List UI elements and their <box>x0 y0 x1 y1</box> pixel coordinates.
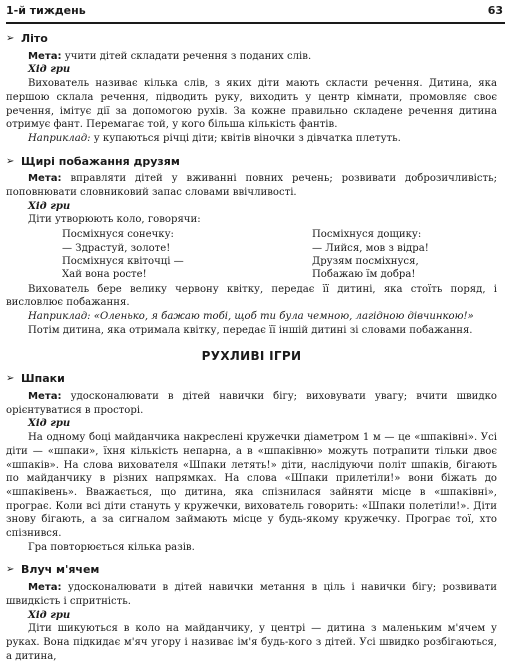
poem-right-column <box>312 228 492 282</box>
header-divider <box>6 22 505 24</box>
goal-paragraph: Мета: учити дітей складати речення з поданих слів. <box>28 50 312 62</box>
process-text: Потім дитина, яка отримала квітку, передає її іншій дитині зі словами побажання. <box>28 324 473 336</box>
arrow-bullet-icon: ➢ <box>6 373 15 385</box>
page-content <box>6 30 497 663</box>
section-title: ➢ Літо <box>6 32 48 45</box>
poem-line: Друзям посміхнуся, <box>312 255 419 267</box>
goal-paragraph: Мета: удосконалювати в дітей навички метання в ціль і навички бігу; розвивати швидкість і спритність. <box>6 582 497 607</box>
page-number: 63 <box>487 4 503 17</box>
section-title: ➢ Щирі побажання друзям <box>6 154 180 168</box>
poem-left-column <box>62 228 312 282</box>
section-title: ➢ Влуч м'ячем <box>6 563 100 577</box>
poem <box>6 228 497 282</box>
section-title: ➢ Шпаки <box>6 372 65 386</box>
arrow-bullet-icon: ➢ <box>6 33 15 44</box>
example-paragraph: Наприклад: «Оленько, я бажаю тобі, щоб ти була чемною, лагідною дівчинкою!» <box>28 311 474 323</box>
chapter-title: 1-й тиждень <box>6 4 86 17</box>
poem-line: Хай вона росте! <box>62 269 147 281</box>
poem-line: Побажаю їм добра! <box>312 269 416 281</box>
example-paragraph: Наприклад: у купаються річці діти; квітів віночки з дівчатка плетуть. <box>28 132 401 144</box>
goal-paragraph: Мета: вправляти дітей у вживанні повних речень; розвивати доброзичливість; поповнювати словниковий запас словами ввічливості. <box>6 173 497 199</box>
arrow-bullet-icon: ➢ <box>6 564 15 576</box>
process-label: Хід гри <box>28 200 71 212</box>
goal-paragraph: Мета: удосконалювати в дітей навички бігу; виховувати увагу; вчити швидко орієнтуватися в просторі. <box>6 390 497 416</box>
process-text: Діти шикуються в коло на майданчику, у центрі — дитина з маленьким м'ячем у руках. Вона підкидає м'яч угору і називає ім'я будь-кого з дітей. Усі швидко розбігаються, а дитина, <box>6 623 497 662</box>
poem-line: — Лийся, мов з відра! <box>312 242 429 254</box>
poem-line: Посміхнуся квіточці — <box>62 255 184 267</box>
process-label: Хід гри <box>28 609 71 621</box>
process-text: Вихователь називає кілька слів, з яких діти мають скласти речення. Дитина, яка першою склала речення, підводить руку, виходить у центр кімнати, промовляє своє речення, імітує дії за допомогою рухів. За кожне правильно складене речення дитина отримує фант. Перемагає той, у кого більша кількість фантів. <box>6 78 497 131</box>
process-text: Вихователь бере велику червону квітку, передає її дитині, яка стоїть поряд, і висловлює побажання. <box>6 283 497 309</box>
poem-line: Посміхнуся сонечку: <box>62 229 174 241</box>
process-label: Хід гри <box>28 418 71 430</box>
process-label: Хід гри <box>28 64 71 76</box>
page-header <box>0 0 511 22</box>
poem-line: Посміхнуся дощику: <box>312 229 422 241</box>
process-text: Гра повторюється кілька разів. <box>28 541 195 553</box>
poem-intro: Діти утворюють коло, говорячи: <box>28 214 201 226</box>
arrow-bullet-icon: ➢ <box>6 155 15 167</box>
games-heading: РУХЛИВІ ІГРИ <box>201 348 302 363</box>
process-text: На одному боці майданчика накреслені кружечки діаметром 1 м — це «шпаківні». Усі діти — «шпаки», їхня кількість непарна, а в «шпаківню» можуть потрапити тільки двоє «шпаків». На слова вихователя «Шпаки летять!» діти, наслідуючи політ шпаків, бігають по майданчику в різних напрямках. На слова «Шпаки прилетіли!» вони біжать до «шпаківень». Вважається, що дитина, яка спізнилася зайняти місце в «шпаківні», програє. Коли всі діти стануть у кружечки, вихователь говорить: «Шпаки полетіли!». Діти знову бігають, а за сигналом займають місце у будь-якому кружечку. Програє тої, хто спізнився. <box>6 432 497 540</box>
poem-line: — Здрастуй, золоте! <box>62 242 171 254</box>
